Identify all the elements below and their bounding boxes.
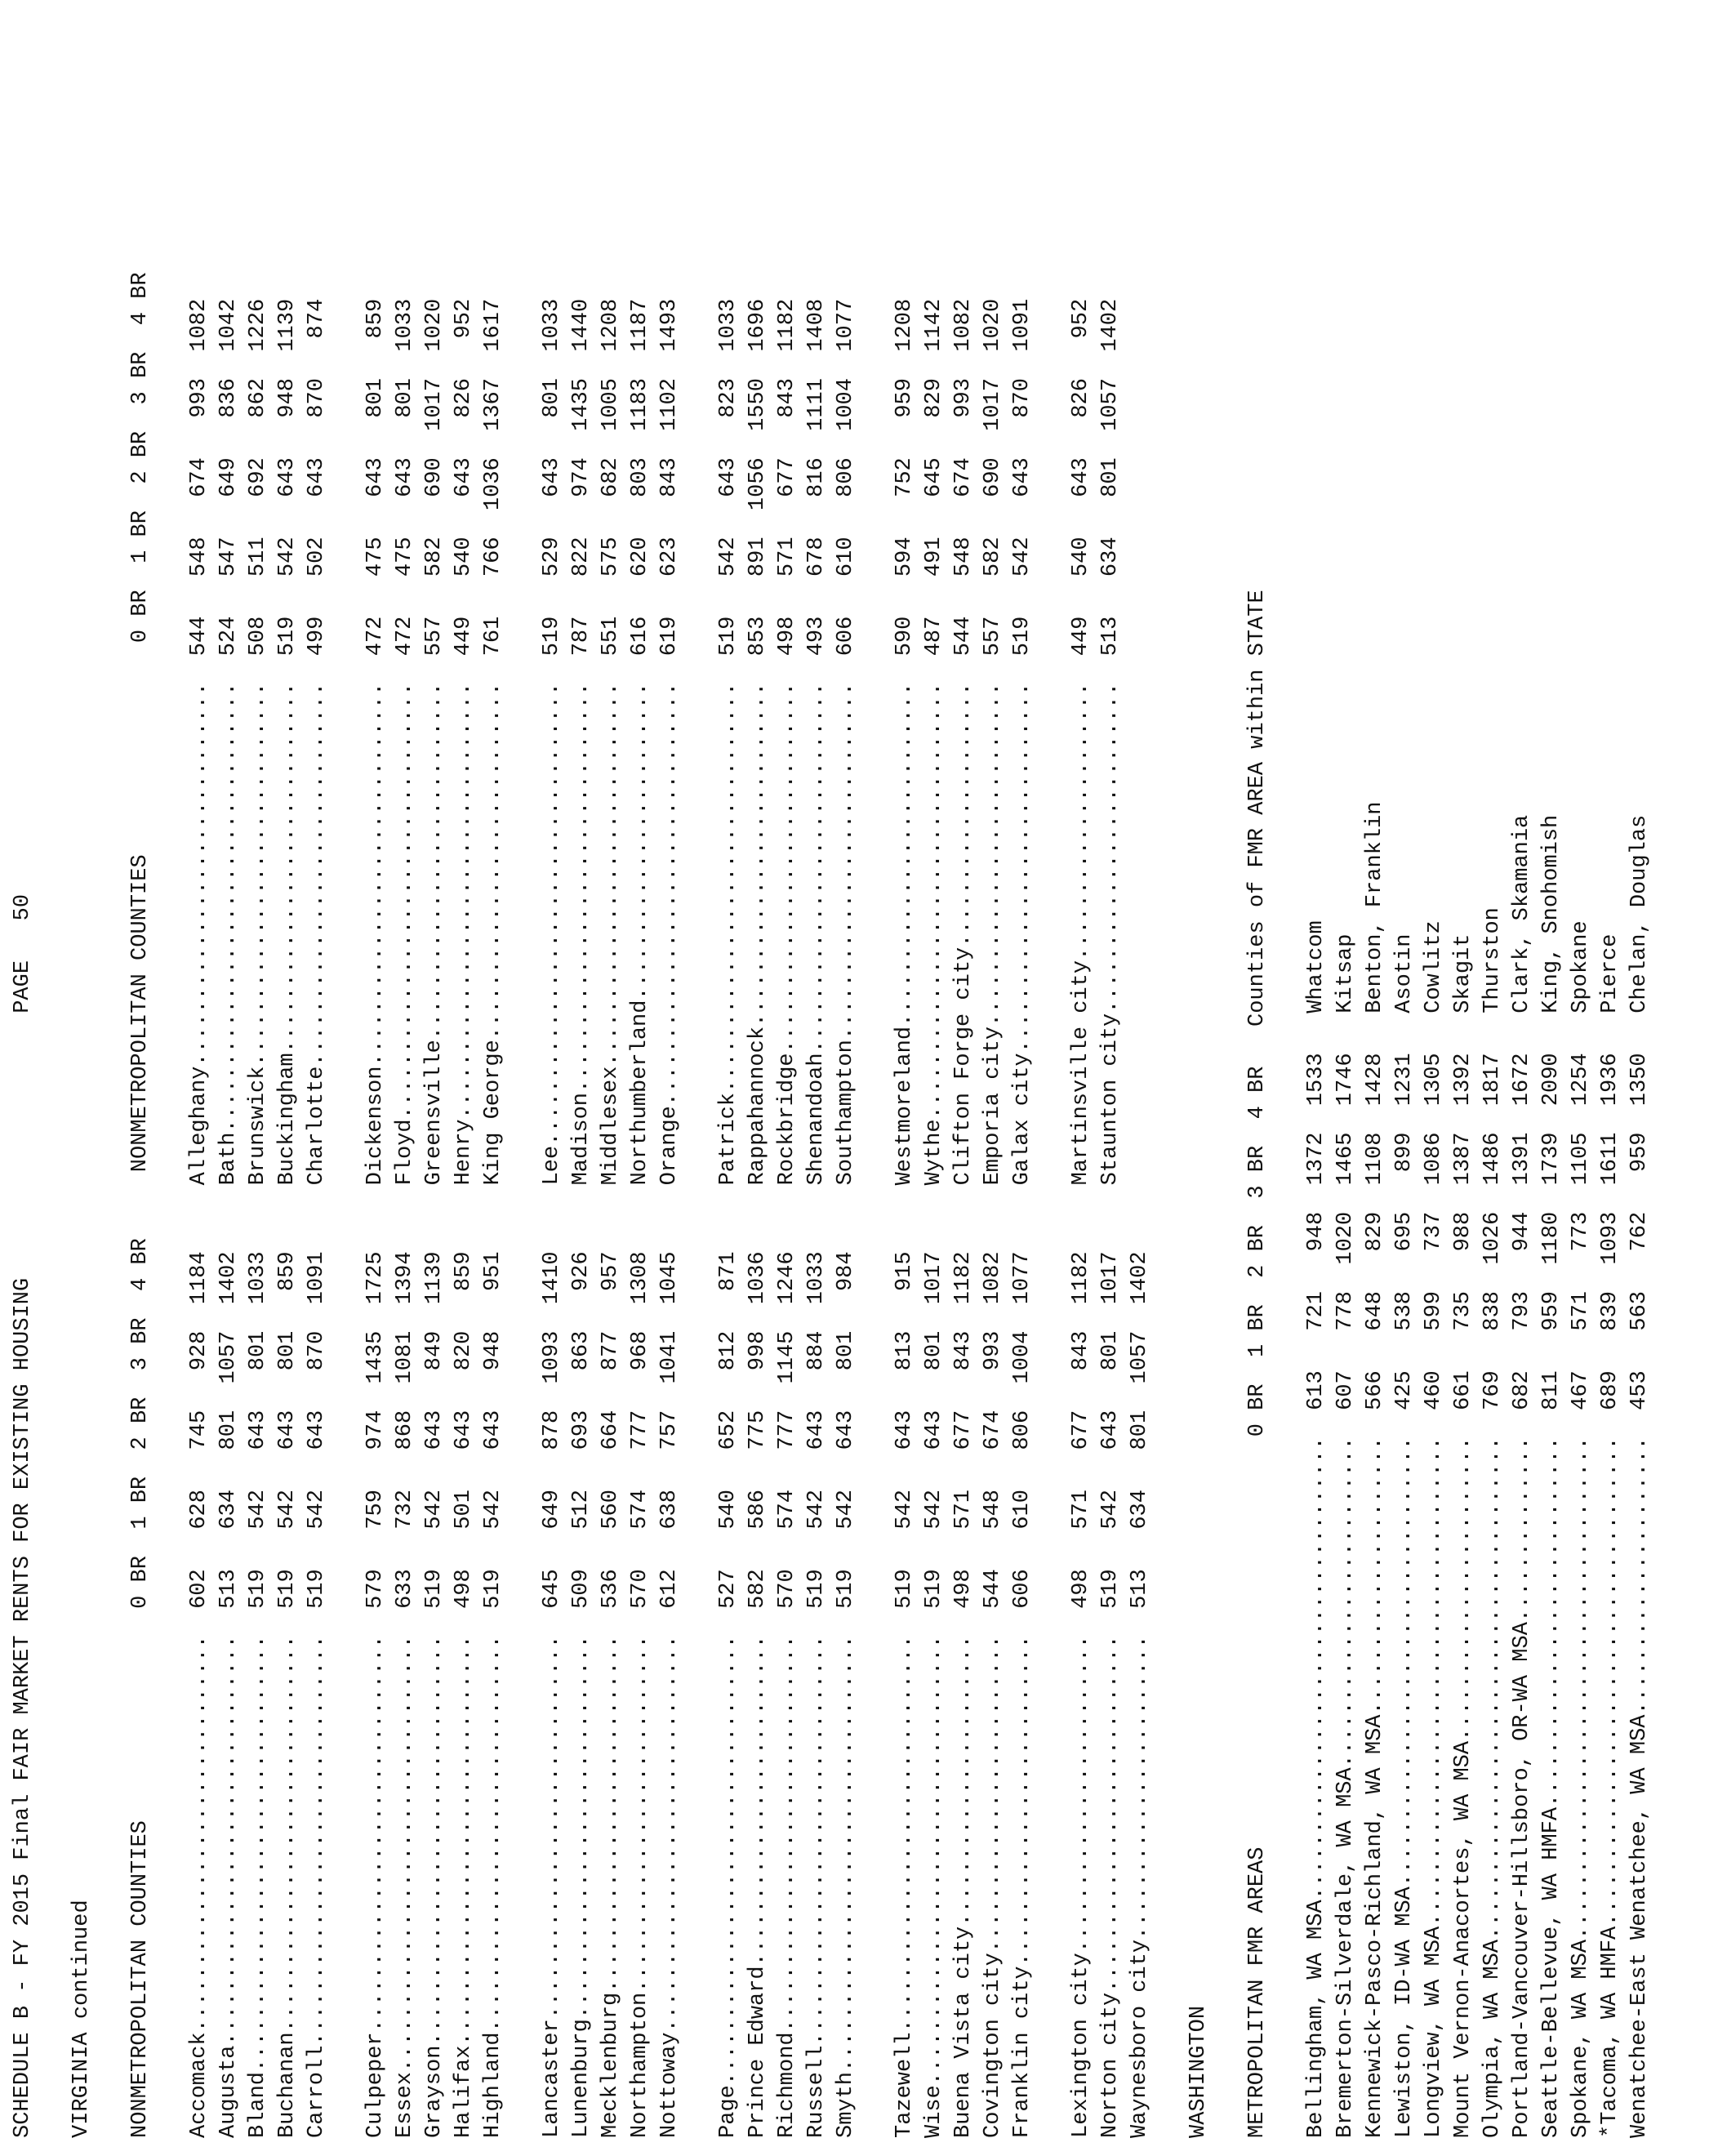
table-row: Lewiston, ID-WA MSA.................................. 425 538 695 899 1231 Asotin [1392, 933, 1417, 2138]
table-row: *Tacoma, WA HMFA..................................... 689 839 1093 1611 1936 Pierce [1598, 933, 1622, 2138]
table-row: Northampton........................... 570 574 777 968 1308 Northumberland........................ 616 620 803 1183 1187 [628, 298, 652, 2138]
table-row: Carroll............................... 519 542 643 870 1091 Charlotte............................. 499 502 643 870 874 [305, 298, 329, 2138]
table-row: Russell............................... 519 542 643 884 1033 Shenandoah............................ 493 678 816 1111 1408 [804, 298, 829, 2138]
document-title-line [8, 894, 38, 2138]
table-row: Nottoway.............................. 612 638 757 1041 1045 Orange................................ 619 623 843 1102 1493 [657, 298, 682, 2138]
table-row: Essex................................. 633 732 868 1081 1394 Floyd................................. 472 475 643 801 1033 [393, 298, 417, 2138]
table-row: Richmond.............................. 570 574 777 1145 1246 Rockbridge............................ 498 571 677 843 1182 [775, 298, 799, 2138]
table-row: Bremerton-Silverdale, WA MSA......................... 607 778 1020 1465 1746 Kitsap [1333, 933, 1358, 2138]
table-row: Wenatchee-East Wenatchee, WA MSA..................... 453 563 762 959 1350 Chelan, Douglas [1627, 814, 1652, 2138]
table-row: Portland-Vancouver-Hillsboro, OR-WA MSA.............. 682 793 944 1391 1672 Clark, Skamania [1510, 814, 1534, 2138]
table-row: Mecklenburg........................... 536 560 664 877 957 Middlesex............................. 551 575 682 1005 1208 [599, 298, 623, 2138]
washington-column-header: METROPOLITAN FMR AREAS 0 BR 1 BR 2 BR 3 BR 4 BR Counties of FMR AREA within STATE [1245, 590, 1270, 2138]
table-row: Smyth................................. 519 542 643 801 984 Southampton........................... 606 610 806 1004 1077 [834, 298, 858, 2138]
table-row: Seattle-Bellevue, WA HMFA............................ 811 959 1180 1739 2090 King, Snohomish [1539, 814, 1564, 2138]
table-row: Norton city........................... 519 542 643 801 1017 Staunton city......................... 513 634 801 1057 1402 [1098, 298, 1123, 2138]
table-row: Halifax............................... 498 501 643 820 859 Henry................................. 449 540 643 826 952 [452, 298, 476, 2138]
table-row: Lexington city........................ 498 571 677 843 1182 Martinsville city..................... 449 540 643 826 952 [1069, 298, 1093, 2138]
table-row: Accomack.............................. 602 628 745 928 1184 Alleghany............................. 544 548 674 993 1082 [187, 298, 211, 2138]
table-row: Lunenburg............................. 509 512 693 863 926 Madison............................... 787 822 974 1435 1440 [569, 298, 594, 2138]
table-row: Kennewick-Pasco-Richland, WA MSA..................... 566 648 829 1108 1428 Benton, Franklin [1363, 801, 1387, 2138]
table-row: Buchanan.............................. 519 542 643 801 859 Buckingham............................ 519 542 643 948 1139 [275, 298, 300, 2138]
page-number: 50 [11, 893, 35, 921]
table-row: Prince Edward......................... 582 586 775 998 1036 Rappahannock.......................... 853 891 1056 1550 1696 [746, 298, 770, 2138]
table-row: Culpeper.............................. 579 759 974 1435 1725 Dickenson............................. 472 475 643 801 859 [363, 298, 388, 2138]
table-row: Mount Vernon-Anacortes, WA MSA....................... 661 735 988 1387 1392 Skagit [1451, 933, 1475, 2138]
table-row: Olympia, WA MSA...................................... 769 838 1026 1486 1817 Thurston [1480, 907, 1505, 2138]
schedule-title: SCHEDULE B - FY 2015 Final FAIR MARKET RENTS FOR EXISTING HOUSING [11, 1277, 35, 2138]
page-label: PAGE [11, 960, 35, 1013]
table-row: Highland.............................. 519 542 643 948 951 King George........................... 761 766 1036 1367 1617 [481, 298, 505, 2138]
virginia-column-header: NONMETROPOLITAN COUNTIES 0 BR 1 BR 2 BR 3 BR 4 BR NONMETROPOLITAN COUNTIES 0 BR 1 BR 2 BR 3 BR 4 BR [128, 272, 153, 2138]
table-row: Grayson............................... 519 542 643 849 1139 Greensville........................... 557 582 690 1017 1020 [422, 298, 447, 2138]
table-row: Waynesboro city....................... 513 634 801 1057 1402 [1128, 1251, 1152, 2138]
table-row: Page.................................. 527 540 652 812 871 Patrick............................... 519 542 643 823 1033 [716, 298, 741, 2138]
table-row: Longview, WA MSA..................................... 460 599 737 1086 1305 Cowlitz [1422, 920, 1446, 2138]
table-row: Tazewell.............................. 519 542 643 813 915 Westmoreland.......................... 590 594 752 959 1208 [892, 298, 917, 2138]
table-row: Franklin city......................... 606 610 806 1004 1077 Galax city............................ 519 542 643 870 1091 [1010, 298, 1035, 2138]
washington-heading: WASHINGTON [1186, 2005, 1211, 2138]
virginia-heading: VIRGINIA continued [69, 1900, 94, 2138]
table-row: Bland................................. 519 542 643 801 1033 Brunswick............................. 508 511 692 862 1226 [246, 298, 270, 2138]
table-row: Covington city........................ 544 548 674 993 1082 Emporia city.......................... 557 582 690 1017 1020 [981, 298, 1005, 2138]
table-row: Spokane, WA MSA...................................... 467 571 773 1105 1254 Spokane [1569, 920, 1593, 2138]
table-row: Buena Vista city...................... 498 571 677 843 1182 Clifton Forge city.................... 544 548 674 993 1082 [951, 298, 976, 2138]
table-row: Lancaster............................. 645 649 878 1093 1410 Lee................................... 519 529 643 801 1033 [540, 298, 564, 2138]
table-row: Augusta............................... 513 634 801 1057 1402 Bath.................................. 524 547 649 836 1042 [216, 298, 241, 2138]
table-row: Bellingham, WA MSA................................... 613 721 948 1372 1533 Whatcom [1304, 920, 1329, 2138]
table-row: Wise.................................. 519 542 643 801 1017 Wythe................................. 487 491 645 829 1142 [922, 298, 946, 2138]
